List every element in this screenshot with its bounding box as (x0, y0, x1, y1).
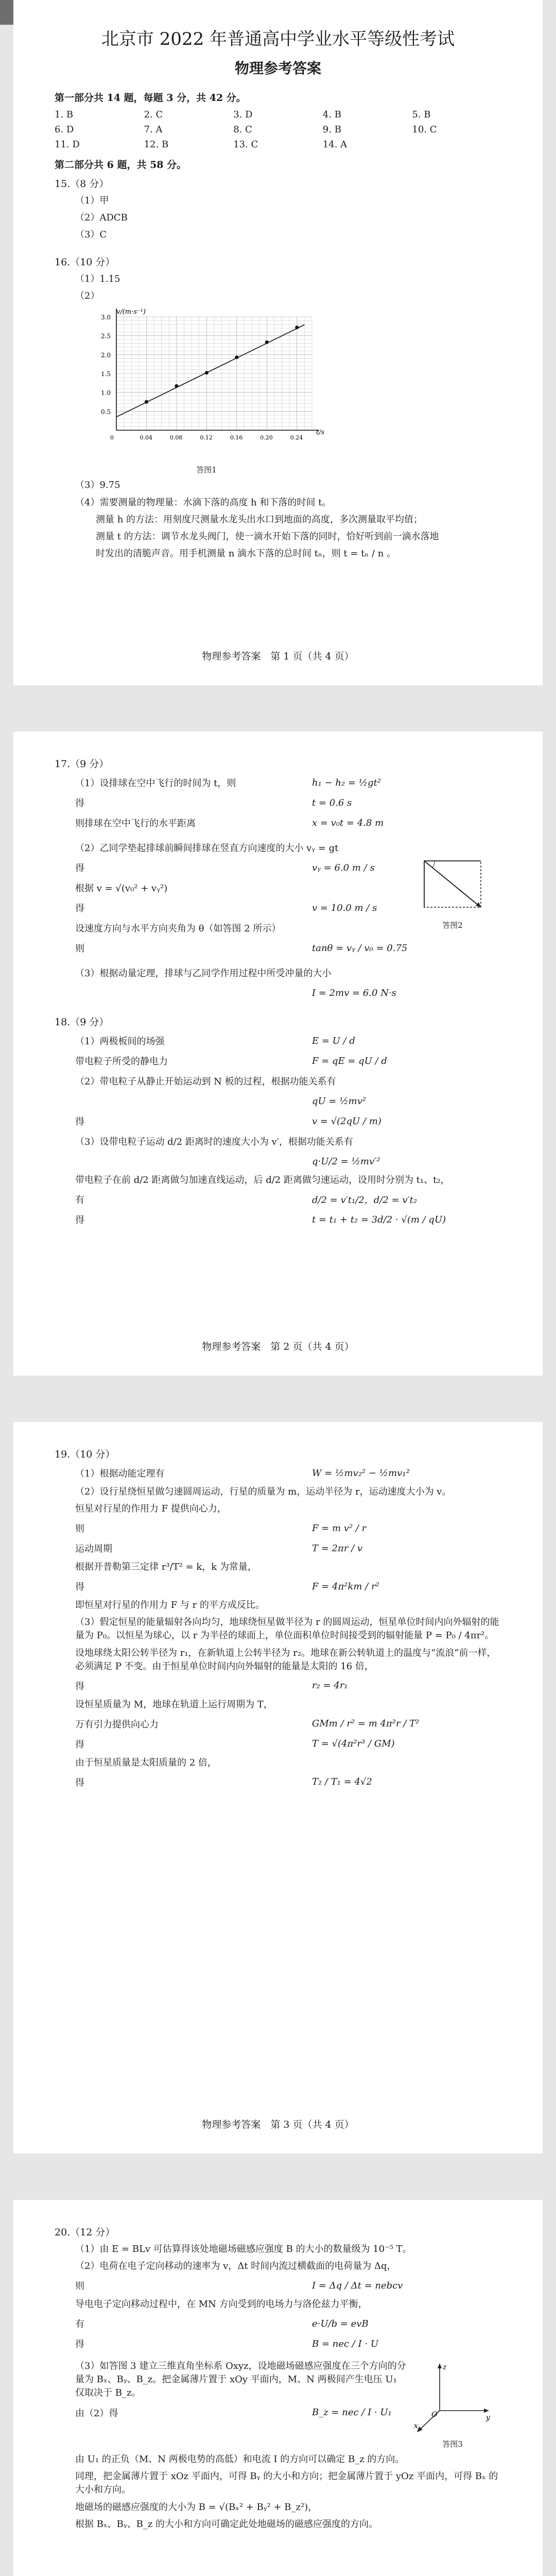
q18-p2-v: v = √(2qU / m) (312, 1115, 381, 1127)
origin-label: O (431, 2411, 438, 2419)
part2-heading: 第二部分共 6 题，共 58 分。 (55, 159, 187, 171)
q17-p2: （2）乙同学垫起排球前瞬间排球在竖直方向速度的大小 vᵧ = gt (75, 843, 339, 854)
page-footer: 物理参考答案 第 2 页（共 4 页） (202, 1341, 354, 1352)
data-point (295, 326, 299, 330)
y-tick-label: 2.5 (101, 333, 111, 341)
graph-container (55, 307, 501, 475)
q20-head: 20.（12 分） (55, 2227, 115, 2238)
q19-p2-T: T = 2πr / v (312, 1543, 363, 1554)
q17-p2-vy: vᵧ = 6.0 m / s (312, 862, 375, 873)
q16-a4-3: 测量 t 的方法：调节水龙头阀门，使一滴水开始下落的同时，恰好听到前一滴水落地 (96, 531, 439, 542)
q19-p3-r: r₂ = 4r₁ (312, 1680, 348, 1691)
answer-grid (55, 109, 501, 150)
doc-title: 北京市 2022 年普通高中学业水平等级性考试 (101, 29, 455, 49)
vt-graph (85, 307, 327, 461)
y-tick-label: 1.0 (101, 389, 111, 397)
answer-item: 8. C (233, 124, 252, 135)
page-3 (13, 1422, 543, 2154)
page-footer: 物理参考答案 第 1 页（共 4 页） (202, 651, 354, 662)
q18-p3-de: 得 (75, 1215, 84, 1226)
data-point (235, 355, 238, 359)
answer-item: 10. C (412, 124, 437, 135)
q16-a3: （3）9.75 (75, 480, 120, 491)
q17-p2-tan: tanθ = vᵧ / v₀ = 0.75 (312, 942, 408, 954)
doc-subtitle: 物理参考答案 (234, 60, 321, 77)
q18-p2-eq: qU = ½mv² (312, 1095, 367, 1107)
answer-item: 9. B (322, 124, 341, 135)
q19-p3-e: 由于恒星质量是太阳质量的 2 倍， (75, 1757, 217, 1768)
q17-p1: （1）设排球在空中飞行的时间为 t，则 (75, 778, 236, 789)
q16-a1: （1）1.15 (75, 274, 120, 285)
axes-diagram (409, 2359, 496, 2436)
x-tick-label: 0.12 (200, 434, 213, 442)
q19-p3-de2: 得 (75, 1739, 84, 1750)
q19-p3-de3: 得 (75, 1777, 84, 1788)
q19-p3-d: 万有引力提供向心力 (75, 1719, 159, 1730)
q20-p3-you: 由（2）得 (75, 2408, 118, 2419)
q15-a3: （3）C (75, 229, 107, 241)
q19-p3-c: 设恒星质量为 M，地球在轨道上运行周期为 T， (75, 1699, 273, 1710)
x-tick-label: 0.24 (290, 434, 303, 442)
diagram-caption: 答图2 (442, 921, 463, 930)
q18-p2: （2）带电粒子从静止开始运动到 N 板的过程，根据功能关系有 (75, 1076, 336, 1087)
q16-a2: （2） (75, 291, 100, 302)
q19-p2: （2）设行星绕恒星做匀速圆周运动，行星的质量为 m，运动半径为 r，运动速度大小为 v。 (75, 1486, 451, 1497)
q19-p2-ze: 则 (75, 1523, 84, 1535)
q19-p1-W: W = ½mv₂² − ½mv₁² (312, 1467, 410, 1479)
part1-heading: 第一部分共 14 题，每题 3 分，共 42 分。 (55, 92, 246, 104)
q19-p2-e: 即恒星对行星的作用力 F 与 r 的平方成反比。 (75, 1600, 265, 1611)
answer-item: 2. C (144, 109, 163, 120)
axis-y-label: y (486, 2414, 490, 2422)
answer-item: 6. D (55, 124, 74, 135)
page-footer: 物理参考答案 第 3 页（共 4 页） (202, 2119, 354, 2130)
q18-p3-eq2: d/2 = v′t₁/2，d/2 = v′t₂ (312, 1195, 418, 1206)
q20-p3-Bz: B_z = nec / I · U₁ (312, 2407, 392, 2418)
answer-item: 12. B (144, 139, 169, 150)
q20-p3-e: 根据 Bₓ、Bᵧ、B_z 的大小和方向可确定此处地磁场的磁感应强度的方向。 (75, 2518, 378, 2530)
q18-p3-t: t = t₁ + t₂ = 3d/2 · √(m / qU) (312, 1214, 446, 1225)
q19-p2-d: 根据开普勒第三定律 r³/T² = k，k 为常量， (75, 1562, 257, 1573)
q19-p3-T: T = √(4π²r³ / GM) (312, 1738, 395, 1750)
q17-p1-eq: h₁ − h₂ = ½gt² (312, 777, 381, 788)
q18-p3-eq: q·U/2 = ½mv′² (312, 1156, 380, 1167)
q16-a4-2: 测量 h 的方法：用刻度尺测量水龙头出水口到地面的高度，多次测量取平均值； (96, 514, 423, 525)
q19-p2-de: 得 (75, 1582, 84, 1593)
q20-p3-d: 地磁场的磁感应强度的大小为 B = √(Bₓ² + Bᵧ² + B_z²)， (75, 2501, 318, 2513)
q18-p3-b: 带电粒子在前 d/2 距离做匀加速直线运动，后 d/2 距离做匀速运动，设用时分别为 t₁、t₂， (75, 1175, 450, 1185)
q17-p1-t: t = 0.6 s (312, 797, 352, 808)
q19-p2-c: 运动周期 (75, 1544, 112, 1555)
data-point (175, 384, 178, 388)
q20-p1: （1）由 E = BLv 可估算得该处地磁场磁感应强度 B 的大小的数量级为 10⁻⁵ T。 (75, 2244, 412, 2255)
q20-p2-b: 导电电子定向移动过程中，在 MN 方向受到的电场力与洛伦兹力平衡， (75, 2299, 368, 2310)
q18-p2-de: 得 (75, 1116, 84, 1127)
q17-p2-r: 根据 v = √(v₀² + vᵧ²) (75, 883, 168, 894)
answer-item: 14. A (322, 139, 348, 150)
x-tick-label: 0.04 (140, 434, 152, 442)
q19-p3: （3）假定恒星的能量辐射各向均匀，地球绕恒星做半径为 r 的圆周运动，恒星单位时间内向外辐射的能量为 P₀。以恒星为球心，以 r 为半径的球面上，单位面积单位时间接受到的辐射能量 P = P₀ / 4πr²。 (75, 1617, 499, 1641)
x-tick-label: 0 (110, 434, 114, 442)
q19-p3-ratio: T₂ / T₁ = 4√2 (312, 1776, 372, 1788)
q18-p3-you: 有 (75, 1195, 84, 1206)
answer-item: 13. C (233, 139, 258, 150)
q20-p2-ze: 则 (75, 2281, 84, 2292)
q19-p2-F2: F = 4π²km / r² (312, 1581, 379, 1592)
q18-p1-E: E = U / d (312, 1035, 355, 1046)
y-tick-label: 3.0 (101, 314, 111, 321)
q17-p3: （3）根据动量定理，排球与乙同学作用过程中所受冲量的大小 (75, 968, 332, 979)
page-2 (13, 732, 543, 1376)
answer-item: 3. D (233, 109, 253, 120)
axis-z-label: z (443, 2363, 447, 2372)
q20-p3-b: 由 U₁ 的正负（M、N 两极电势的高低）和电流 I 的方向可以确定 B_z 的方向。 (75, 2454, 405, 2465)
answer-item: 11. D (55, 139, 80, 150)
y-tick-label: 1.5 (101, 370, 111, 378)
q19-p3-de: 得 (75, 1681, 84, 1692)
q17-p3-I: I = 2mv = 6.0 N·s (312, 987, 396, 998)
x-tick-label: 0.20 (260, 434, 273, 442)
q19-p2-b: 恒星对行星的作用力 F 提供向心力， (75, 1503, 227, 1515)
y-tick-label: 0.5 (101, 408, 111, 416)
q18-p3: （3）设带电粒子运动 d/2 距离时的速度大小为 v′，根据功能关系有 (75, 1137, 353, 1147)
y-tick-label: 2.0 (101, 351, 111, 359)
q16-head: 16.（10 分） (55, 257, 115, 268)
q20-p3-c: 同理，把金属薄片置于 xOz 平面内，可得 Bᵧ 的大小和方向；把金属薄片置于 yOz 平面内，可得 Bₓ 的大小和方向。 (75, 2471, 498, 2496)
q15-a2: （2）ADCB (75, 212, 128, 224)
q19-p1: （1）根据动能定理有 (75, 1468, 165, 1479)
q17-p2-de: 得 (75, 863, 84, 874)
q19-p2-F: F = m v² / r (312, 1522, 367, 1534)
data-point (205, 371, 208, 375)
graph-caption: 答图1 (196, 465, 217, 475)
data-point (145, 400, 148, 404)
q15-a1: （1）甲 (75, 195, 109, 206)
axis-x-label: x (414, 2422, 418, 2431)
y-axis-label: v/(m·s⁻¹) (116, 308, 146, 316)
diagram-caption: 答图3 (442, 2439, 463, 2449)
page-4 (13, 2200, 543, 2576)
q20-p2-B: B = nec / I · U (312, 2338, 379, 2349)
q18-p1-b: 带电粒子所受的静电力 (75, 1056, 168, 1067)
q17-p2-de2: 得 (75, 903, 84, 914)
q20-p2-eq: e·U/b = evB (312, 2318, 369, 2329)
q20-p2-de: 得 (75, 2339, 84, 2350)
q17-head: 17.（9 分） (55, 758, 109, 770)
q17-p2-de3: 则 (75, 943, 84, 954)
x-tick-label: 0.08 (169, 434, 183, 442)
q15-head: 15.（8 分） (55, 178, 109, 190)
x-axis-label: t/s (316, 429, 325, 437)
q20-p2-you: 有 (75, 2319, 84, 2330)
q17-p1-b: 则排球在空中飞行的水平距离 (75, 818, 196, 829)
q19-p3-eq: GMm / r² = m 4π²r / T² (312, 1718, 420, 1730)
answer-item: 7. A (144, 124, 163, 135)
q18-head: 18.（9 分） (55, 1016, 109, 1028)
q17-p1-de: 得 (75, 798, 84, 809)
q17-p1-x: x = v₀t = 4.8 m (312, 817, 384, 828)
x-tick-label: 0.16 (230, 434, 243, 442)
data-point (265, 341, 269, 344)
answer-item: 4. B (322, 109, 341, 120)
q17-p2-v: v = 10.0 m / s (312, 902, 377, 913)
q20-p3: （3）如答图 3 建立三维直角坐标系 Oxyz，设地磁场磁感应强度在三个方向的分量为 Bₓ、Bᵧ、B_z。把金属薄片置于 xOy 平面内，M、N 两极间产生电压 U₁ 仅取决于 B_z。 (75, 2361, 406, 2399)
q18-p1-F: F = qE = qU / d (312, 1055, 387, 1066)
q16-a4-1: （4）需要测量的物理量：水滴下落的高度 h 和下落的时间 t。 (75, 497, 332, 508)
page-1 (13, 0, 543, 685)
q19-p3-b: 设地球绕太阳公转半径为 r₁，在新轨道上公转半径为 r₂。地球在新公转轨道上的温度与“流浪”前一样，必须满足 P 不变。由于恒星单位时间内向外辐射的能量是太阳的 16 倍， (75, 1647, 496, 1672)
q16-a4-4: 时发出的清脆声音。用手机测量 n 滴水下落的总时间 tₙ，则 t = tₙ / n 。 (96, 548, 396, 559)
q19-head: 19.（10 分） (55, 1449, 115, 1460)
q17-p2-c: 设速度方向与水平方向夹角为 θ（如答图 2 所示） (75, 923, 281, 934)
fit-line (116, 325, 304, 417)
answer-item: 5. B (412, 109, 431, 120)
velocity-diagram (414, 856, 491, 918)
q18-p1: （1）两极板间的场强 (75, 1036, 165, 1047)
q20-p2: （2）电荷在电子定向移动的速率为 v，Δt 时间内流过横截面的电荷量为 Δq， (75, 2261, 396, 2272)
answer-item: 1. B (55, 109, 74, 120)
q20-p2-I: I = Δq / Δt = nebcv (312, 2280, 403, 2291)
